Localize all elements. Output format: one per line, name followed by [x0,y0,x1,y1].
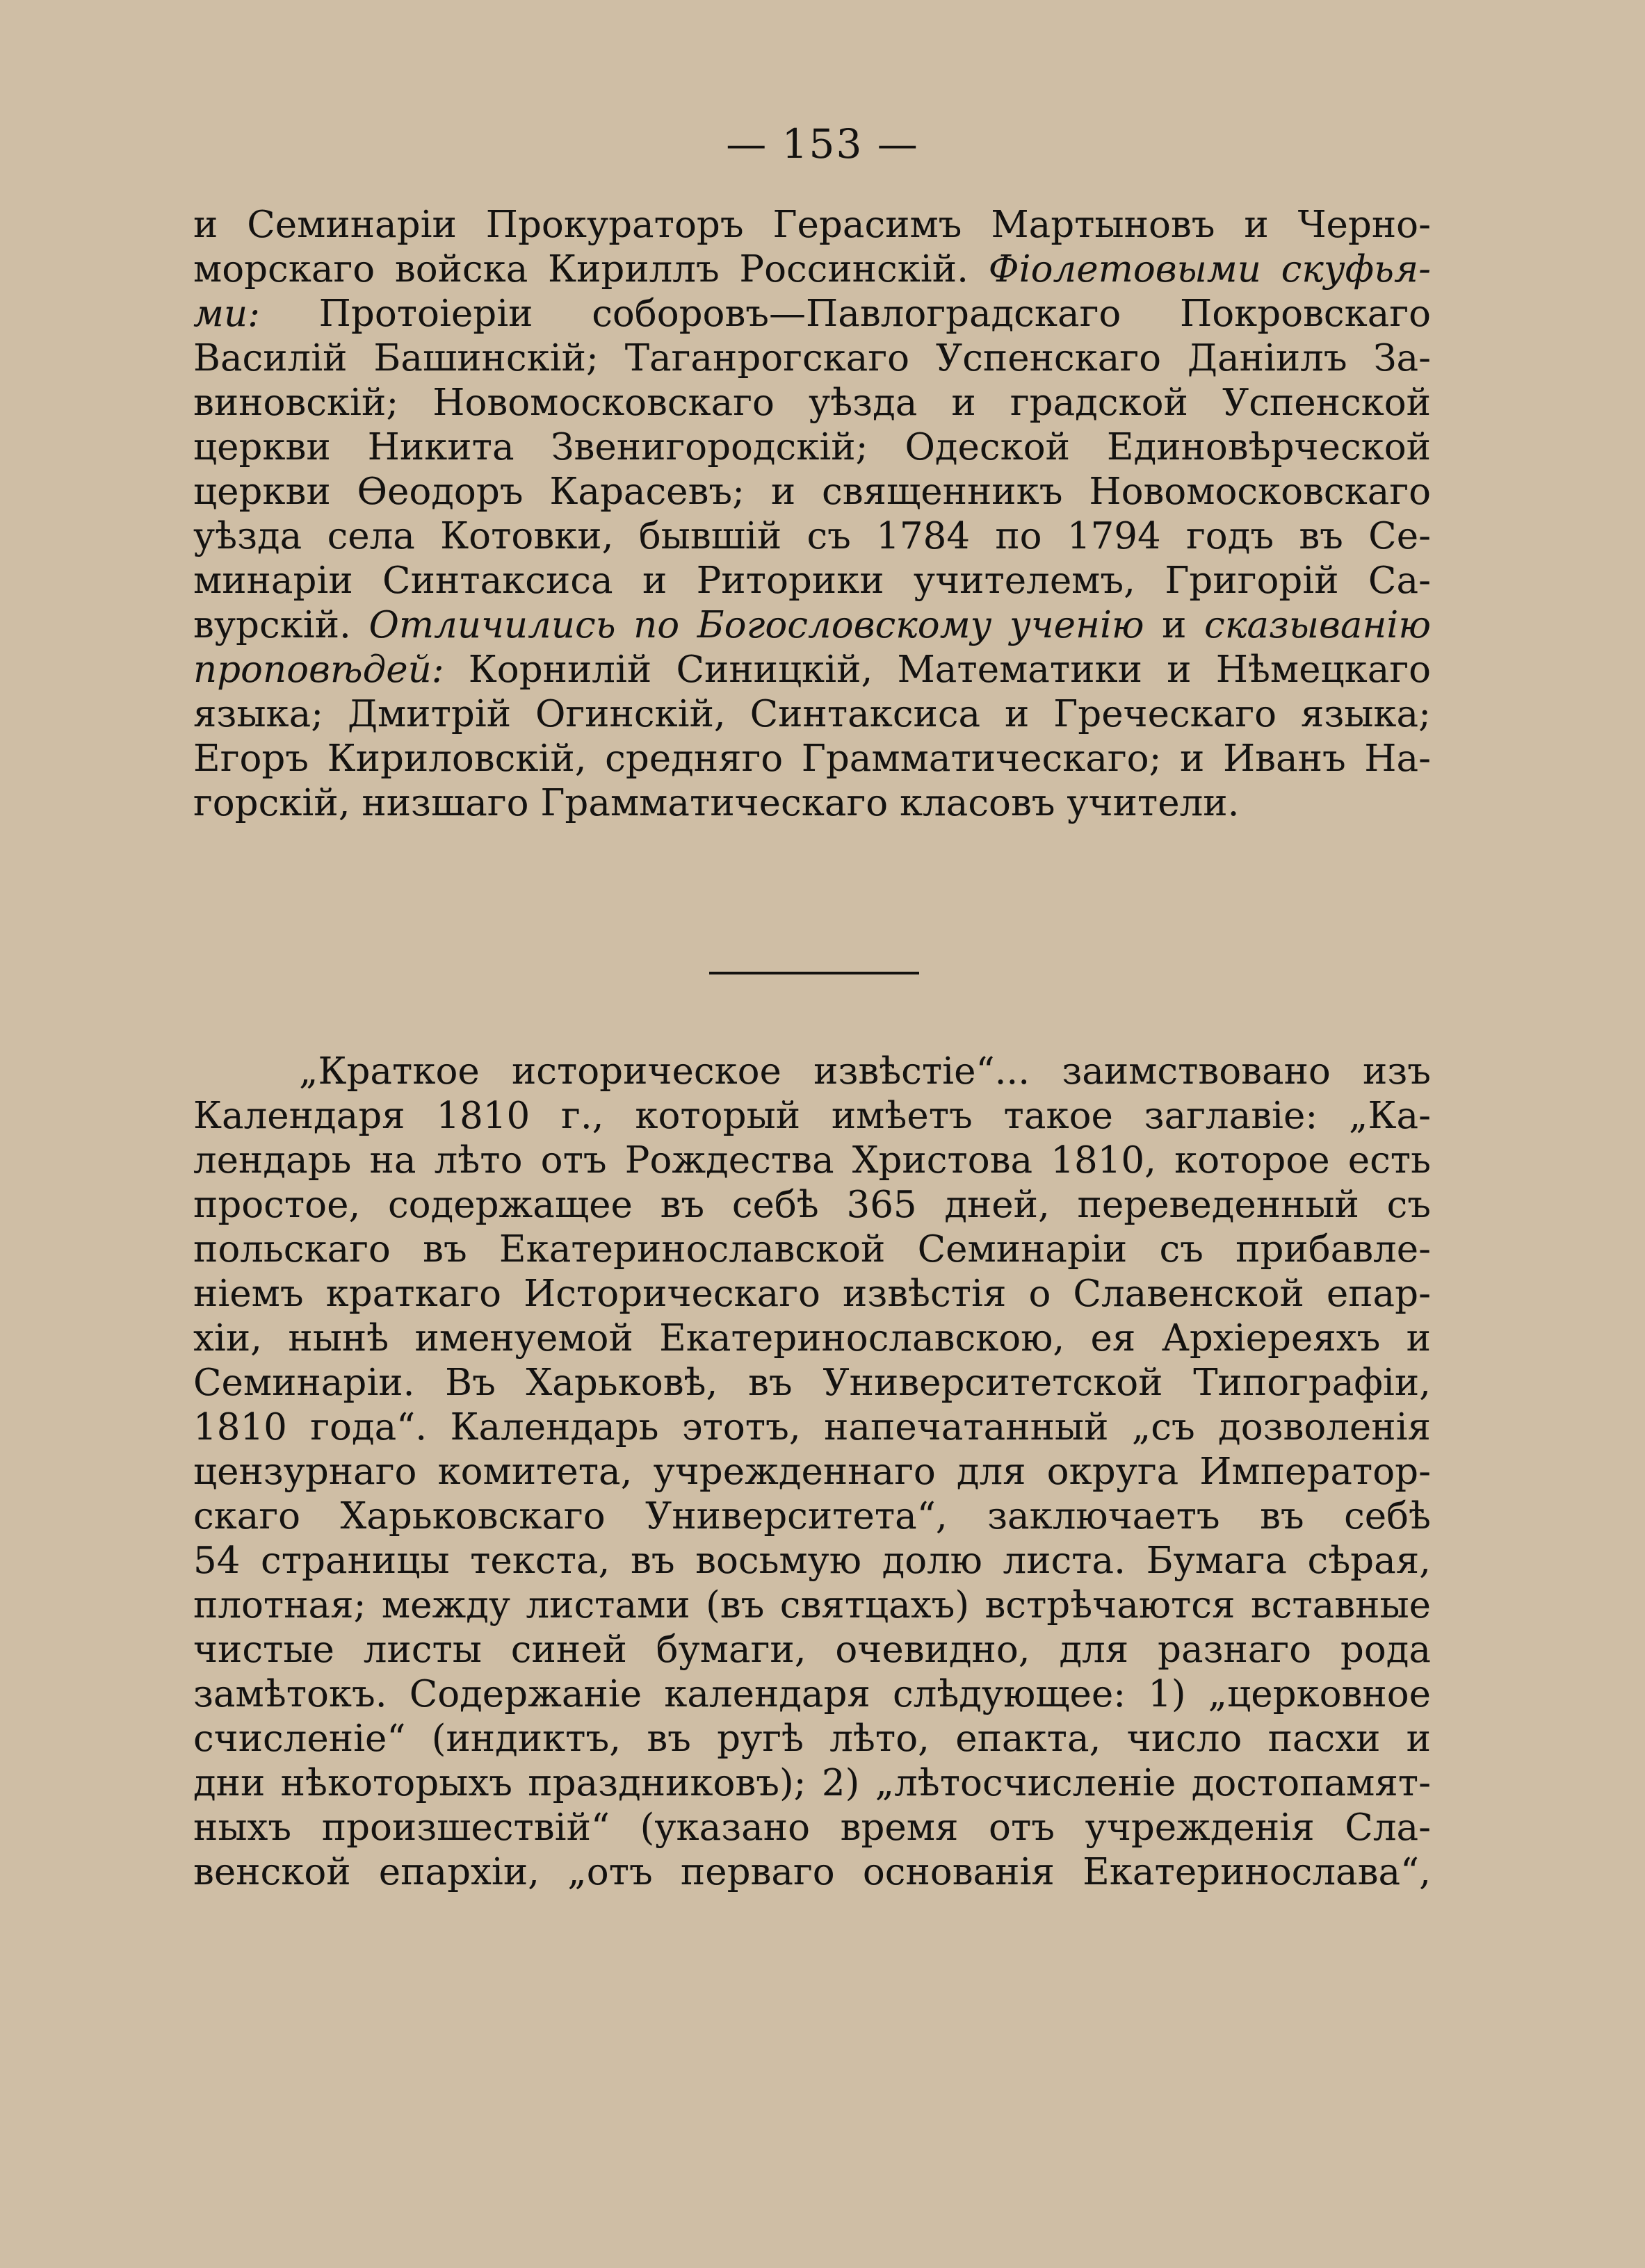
text-line: ми: Протоіеріи соборовъ—Павлоградскаго Покровскаго [193,293,1431,335]
text-line: плотная; между листами (въ святцахъ) встрѣчаются вставные [193,1584,1431,1626]
text-line: уѣзда села Котовки, бывшій съ 1784 по 1794 годъ въ Се- [193,515,1431,557]
text-line: „Краткое историческое извѣстіе“... заимствовано изъ [299,1050,1431,1093]
text-line: польскаго въ Екатеринославской Семинаріи съ прибавле- [193,1228,1431,1271]
text-line: Василій Башинскій; Таганрогскаго Успенскаго Даніилъ За- [193,337,1431,380]
text-line: церкви Ѳеодоръ Карасевъ; и священникъ Новомосковскаго [193,471,1431,513]
text-line: венской епархіи, „отъ перваго основанія Екатеринослава“, [193,1851,1431,1893]
page-number: — 153 — [726,120,919,168]
text-line: лендарь на лѣто отъ Рождества Христова 1810, которое есть [193,1139,1431,1182]
text-line: горскій, низшаго Грамматическаго класовъ учители. [193,782,1240,824]
section-separator [709,972,919,974]
text-line: Семинаріи. Въ Харьковѣ, въ Университетской Типографіи, [193,1362,1431,1404]
text-line: и Семинаріи Прокураторъ Герасимъ Мартыновъ и Черно- [193,204,1431,246]
text-line: виновскій; Новомосковскаго уѣзда и градской Успенской [193,382,1431,424]
text-line: скаго Харьковскаго Университета“, заключаетъ въ себѣ [193,1495,1431,1537]
text-line: дни нѣкоторыхъ праздниковъ); 2) „лѣтосчисленіе достопамят- [193,1762,1431,1804]
text-line: чистые листы синей бумаги, очевидно, для разнаго рода [193,1629,1431,1671]
text-line: хіи, нынѣ именуемой Екатеринославскою, ея Архіереяхъ и [193,1317,1431,1360]
text-line: церкви Никита Звенигородскій; Одеской Единовѣрческой [193,426,1431,468]
text-line: замѣтокъ. Содержаніе календаря слѣдующее: 1) „церковное [193,1673,1431,1715]
text-line: Егоръ Кириловскій, средняго Грамматическаго; и Иванъ На- [193,737,1431,780]
text-line: языка; Дмитрій Огинскій, Синтаксиса и Греческаго языка; [193,693,1431,735]
text-line: ныхъ произшествій“ (указано время отъ учрежденія Сла- [193,1806,1431,1849]
text-line: морскаго войска Кириллъ Россинскій. Фіолетовыми скуфья- [193,248,1431,291]
paragraph-calendar-description [193,1050,1431,1895]
text-line: вурскій. Отличились по Богословскому ученію и сказыванію [193,604,1431,646]
text-line: Календаря 1810 г., который имѣетъ такое заглавіе: „Ка- [193,1095,1431,1137]
text-line: минаріи Синтаксиса и Риторики учителемъ, Григорій Са- [193,560,1431,602]
text-line: ніемъ краткаго Историческаго извѣстія о Славенской епар- [193,1273,1431,1315]
text-line: простое, содержащее въ себѣ 365 дней, переведенный съ [193,1184,1431,1226]
text-line: 1810 года“. Календарь этотъ, напечатанный „съ дозволенія [193,1406,1431,1449]
text-line: проповѣдей: Корнилій Синицкій, Математики и Нѣмецкаго [193,648,1431,691]
text-line: счисленіе“ (индиктъ, въ ругѣ лѣто, епакта, число пасхи и [193,1718,1431,1760]
text-line: цензурнаго комитета, учрежденнаго для округа Император- [193,1451,1431,1493]
text-line: 54 страницы текста, въ восьмую долю листа. Бумага сѣрая, [193,1540,1431,1582]
paragraph-clergy-list [193,203,1431,826]
